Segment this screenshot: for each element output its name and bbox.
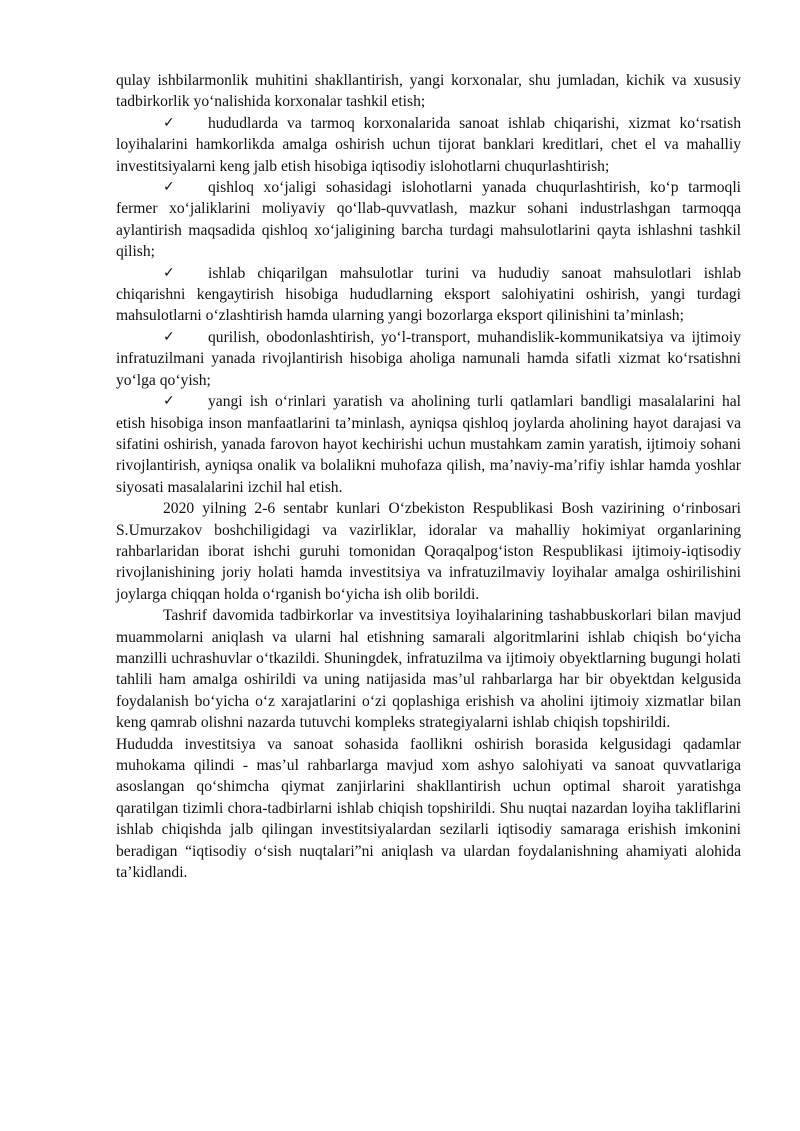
check-icon: ✓	[163, 328, 175, 345]
document-page	[116, 70, 741, 883]
paragraph: 2020 yilning 2-6 sentabr kunlari O‘zbekiston Respublikasi Bosh vazirining o‘rinbosari S.Umurzakov boshchiligidagi va vazirliklar, idoralar va mahalliy hokimiyat organlarining rahbarlaridan iborat ishchi guruhi tomonidan Qoraqalpog‘iston Respublikasi ijtimoiy-iqtisodiy rivojlanishining joriy holati hamda investitsiya va infratuzilmaviy loyihalar amalga oshirilishini joylarga chiqqan holda o‘rganish bo‘yicha ish olib borildi.	[116, 500, 741, 603]
bullet-text: qishloq xo‘jaligi sohasidagi islohotlarni yanada chuqurlashtirish, ko‘p tarmoqli fermer xo‘jaliklarini moliyaviy qo‘llab-quvvatlash, mazkur sohani industrlashgan tarmoqqa aylantirish maqsadida qishloq xo‘jaligining barcha turdagi mahsulotlarini qayta ishlashni tashkil qilish;	[116, 179, 741, 261]
check-icon: ✓	[163, 179, 175, 196]
bullet-text: qurilish, obodonlashtirish, yo‘l-transport, muhandislik-kommunikatsiya va ijtimoiy infratuzilmani yanada rivojlantirish hisobiga aholiga namunali hamda sifatli xizmat ko‘rsatishni yo‘lga qo‘yish;	[116, 328, 741, 389]
check-icon: ✓	[163, 114, 175, 131]
paragraph: Hududda investitsiya va sanoat sohasida faollikni oshirish borasida kelgusidagi qadamlar muhokama qilindi - mas’ul rahbarlarga mavjud xom ashyo salohiyati va sanoat quvvatlariga asoslangan qo‘shimcha qiymat zanjirlarini shakllantirish uchun optimal sharoit yaratishga qaratilgan tizimli chora-tadbirlarni ishlab chiqish topshirildi. Shu nuqtai nazardan loyiha takliflarini ishlab chiqishda jalb qilingan investitsiyalardan sezilarli iqtisodiy samaraga erishish imkonini beradigan “iqtisodiy o‘sish nuqtalari”ni aniqlash va ulardan foydalanishning ahamiyati alohida ta’kidlandi.	[116, 735, 741, 882]
bullet-text: yangi ish o‘rinlari yaratish va aholining turli qatlamlari bandligi masalalarini hal etish hisobiga inson manfaatlarini ta’minlash, ayniqsa qishloq joylarda aholining hayot darajasi va sifatini oshirish, yanada farovon hayot kechirishi uchun mustahkam zamin yaratish, ijtimoiy sohani rivojlantirish, ayniqsa onalik va bolalikni muhofaza qilish, ma’naviy-ma’rifiy ishlar hamda yoshlar siyosati masalalarini izchil hal etish.	[116, 393, 741, 496]
bullet-text: ishlab chiqarilgan mahsulotlar turini va hududiy sanoat mahsulotlari ishlab chiqarishni kengaytirish hisobiga hududlarning eksport salohiyatini oshirish, yangi turdagi mahsulotlarni o‘zlashtirish hamda ularning yangi bozorlarga eksport qilinishini ta’minlash;	[116, 264, 741, 325]
check-icon: ✓	[163, 393, 175, 410]
bullet-item	[116, 327, 741, 391]
paragraph: qulay ishbilarmonlik muhitini shakllantirish, yangi korxonalar, shu jumladan, kichik va xususiy tadbirkorlik yo‘nalishida korxonalar tashkil etish;	[116, 72, 741, 111]
bullet-text: hududlarda va tarmoq korxonalarida sanoat ishlab chiqarishi, xizmat ko‘rsatish loyihalarini hamkorlikda amalga oshirish uchun tijorat banklari kreditlari, chet el va mahalliy investitsiyalarni keng jalb etish hisobiga iqtisodiy islohotlarni chuqurlashtirish;	[116, 114, 741, 175]
bullet-item	[116, 263, 741, 327]
check-icon: ✓	[163, 264, 175, 281]
bullet-item	[116, 177, 741, 263]
bullet-item	[116, 391, 741, 498]
paragraph: Tashrif davomida tadbirkorlar va investitsiya loyihalarining tashabbuskorlari bilan mavjud muammolarni aniqlash va ularni hal etishning samarali algoritmlarini ishlab chiqish bo‘yicha manzilli uchrashuvlar o‘tkazildi. Shuningdek, infratuzilma va ijtimoiy obyektlarning bugungi holati tahlili ham amalga oshirildi va uning natijasida mas’ul rahbarlarga har bir obyektdan kelgusida foydalanish bo‘yicha o‘z xarajatlarini o‘zi qoplashiga erishish va aholini ijtimoiy xizmatlar bilan keng qamrab olishni nazarda tutuvchi kompleks strategiyalarni ishlab chiqish topshirildi.	[116, 607, 741, 732]
bullet-item	[116, 113, 741, 177]
